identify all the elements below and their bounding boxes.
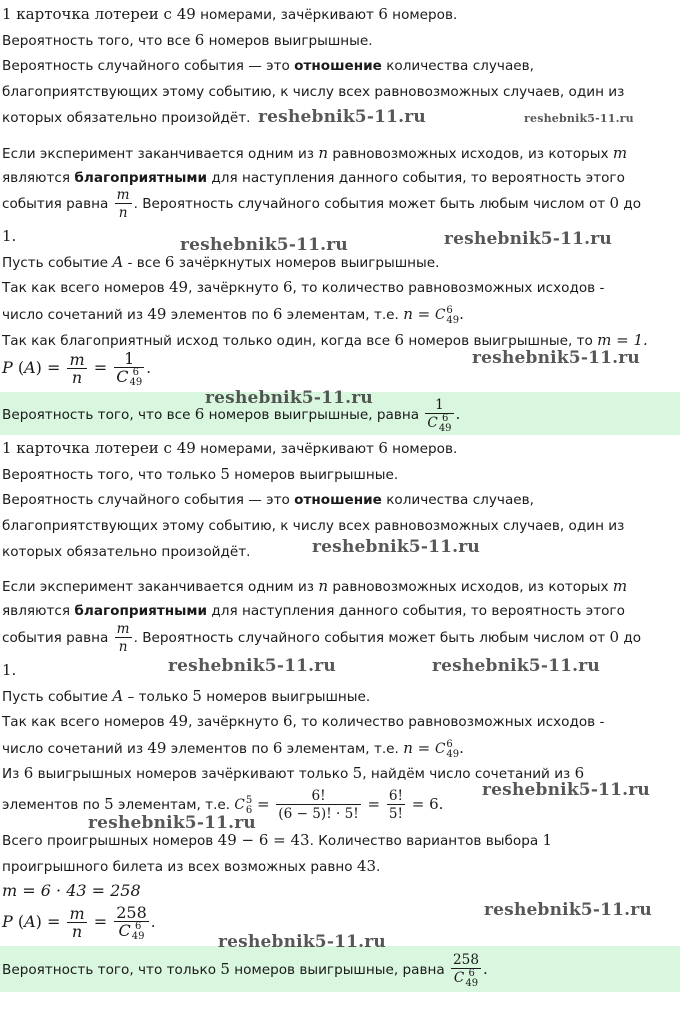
answer-fraction: 258 C 6 49 [453,951,479,989]
losing-line-1: Всего проигрышных номеров 49 − 6 = 43. Количество вариантов выбора 1 [2,831,553,849]
definition-line-2: благоприятствующих этому событию, к числу всех равновозможных случаев, один из [2,84,625,100]
definition-line-3: которых обязательно произойдёт. [2,110,251,126]
c-6-5: C 5 6 [234,794,253,816]
combinations-line: число сочетаний из 49 элементов по 6 элементам, т.е. n = C 6 49 . [2,738,464,760]
m-formula: m = 6 · 43 = 258 [2,881,141,900]
answer-line: Вероятность того, что все 6 номеров выигрышные, равна 1 C 6 49 . [2,396,461,434]
watermark: reshebnik5-11.ru [432,656,600,676]
selection-line-2: элементов по 5 элементам, т.е. C 5 6 = $\frac{6!}{(6 - 5)! \cdot 5!}$ = $\frac{6!}{5!}$ = 6. [2,787,444,822]
experiment-line-3: события равна $\frac{m}{n}$ . Вероятность случайного события может быть любым числом от 0 до [2,186,642,221]
watermark: reshebnik5-11.ru [444,229,612,249]
event-line: Пусть событие A - все 6 зачёркнутых номеров выигрышные. [2,253,440,271]
question-line: Вероятность того, что все 6 номеров выигрышные. [2,31,373,49]
combinations-line: число сочетаний из 49 элементов по 6 элементам, т.е. n = C 6 49 . [2,304,464,326]
definition-line-3: которых обязательно произойдёт. [2,544,251,560]
experiment-line-4: 1. [2,661,17,679]
watermark: reshebnik5-11.ru [472,348,640,368]
condition-line: 1 карточка лотереи с 49 номерами, зачёркивают 6 номеров. [2,439,458,457]
experiment-line-1: Если эксперимент заканчивается одним из n равновозможных исходов, из которых m [2,144,628,162]
watermark: reshebnik5-11.ru [168,656,336,676]
definition-line-1: Вероятность случайного события — это отношение количества случаев, [2,492,534,508]
watermark: reshebnik5-11.ru [484,900,652,920]
fraction-258-over-c49-6: 258 C 6 49 [116,902,147,942]
answer-fraction: 1 C 6 49 [427,396,452,434]
event-line: Пусть событие A – только 5 номеров выигрышные. [2,687,371,705]
definition-line-2: благоприятствующих этому событию, к числу всех равновозможных случаев, один из [2,518,625,534]
fraction-m-over-n: $\frac{m}{n}$ [69,903,85,941]
watermark: reshebnik5-11.ru [258,107,426,127]
experiment-line-1: Если эксперимент заканчивается одним из n равновозможных исходов, из которых m [2,577,628,595]
watermark: reshebnik5-11.ru [524,112,634,125]
definition-line-1: Вероятность случайного события — это отношение количества случаев, [2,58,534,74]
fraction-6-fact: $\frac{6!}{(6 - 5)! \cdot 5!}$ [278,787,359,822]
fraction-m-over-n: $\frac{m}{n}$ [116,186,130,221]
watermark: reshebnik5-11.ru [312,537,480,557]
probability-formula: P (A) = $\frac{m}{n}$ = 258 C 6 49 . [2,902,156,942]
watermark: reshebnik5-11.ru [218,932,386,952]
condition-line: 1 карточка лотереи с 49 номерами, зачёркивают 6 номеров. [2,5,458,23]
fraction-1-over-c49-6: 1 C 6 49 [116,348,143,388]
total-line: Так как всего номеров 49, зачёркнуто 6, то количество равновозможных исходов - [2,712,605,730]
c-49-6: C 6 49 [435,738,460,760]
experiment-line-4: 1. [2,227,17,245]
watermark: reshebnik5-11.ru [205,388,373,408]
fraction-6-over-5: $\frac{6!}{5!}$ [388,787,404,822]
selection-line-1: Из 6 выигрышных номеров зачёркивают только 5, найдём число сочетаний из 6 [2,764,585,782]
experiment-line-2: являются благоприятными для наступления данного события, то вероятность этого [2,603,625,619]
fraction-m-over-n: $\frac{m}{n}$ [116,620,130,655]
favorable-line: Так как благоприятный исход только один, когда все 6 номеров выигрышные, то m = 1. [2,331,648,349]
total-line: Так как всего номеров 49, зачёркнуто 6, то количество равновозможных исходов - [2,278,605,296]
watermark: reshebnik5-11.ru [482,780,650,800]
experiment-line-3: события равна $\frac{m}{n}$ . Вероятность случайного события может быть любым числом от 0 до [2,620,642,655]
watermark: reshebnik5-11.ru [88,813,256,833]
fraction-m-over-n: $\frac{m}{n}$ [69,349,85,387]
losing-line-2: проигрышного билета из всех возможных равно 43. [2,857,381,875]
answer-line: Вероятность того, что только 5 номеров выигрышные, равна 258 C 6 49 . [2,951,488,989]
watermark: reshebnik5-11.ru [180,235,348,255]
experiment-line-2: являются благоприятными для наступления данного события, то вероятность этого [2,170,625,186]
c-49-6: C 6 49 [435,304,460,326]
probability-formula: P (A) = $\frac{m}{n}$ = 1 C 6 49 . [2,348,151,388]
question-line: Вероятность того, что только 5 номеров выигрышные. [2,465,399,483]
